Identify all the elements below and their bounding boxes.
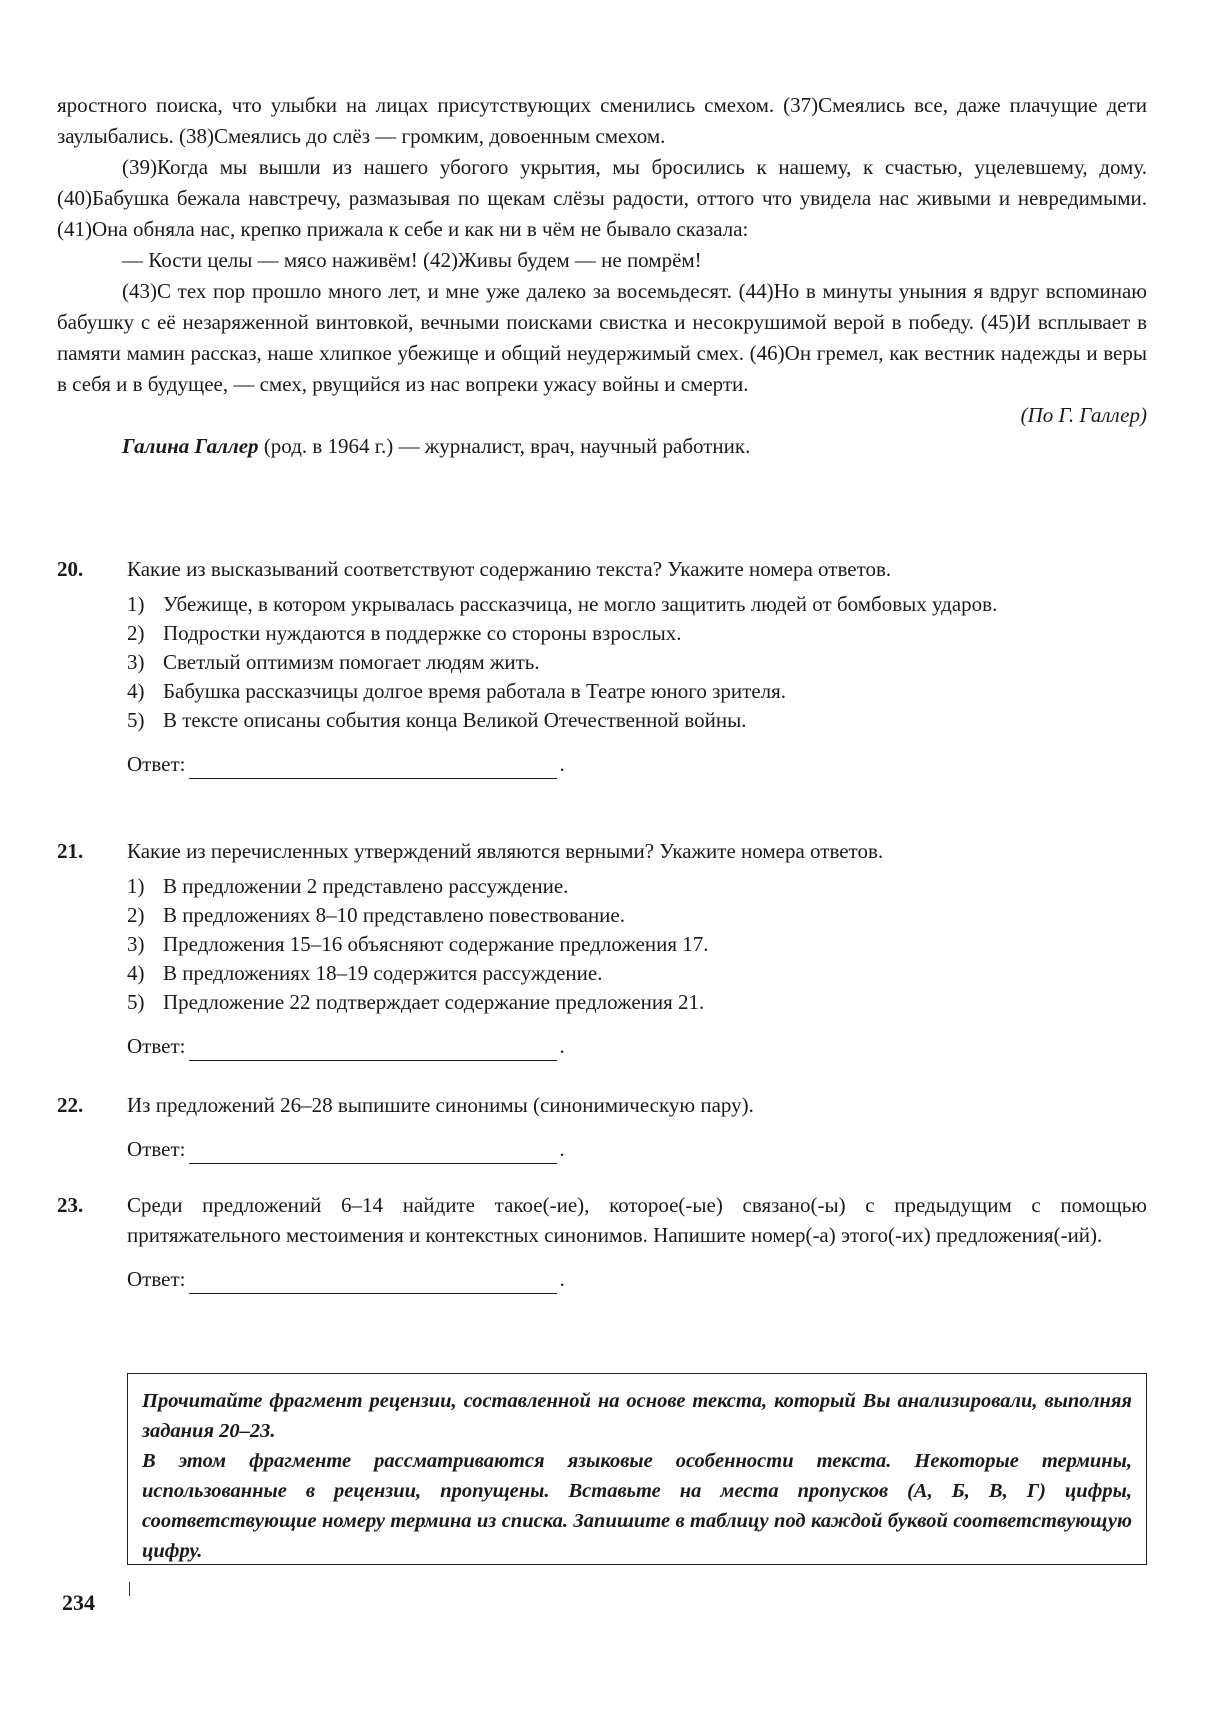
option-item <box>127 901 1147 930</box>
answer-field[interactable] <box>189 1143 557 1164</box>
option-number: 2) <box>127 621 145 645</box>
passage-paragraph-1: яростного поиска, что улыбки на лицах присутствующих сменились смехом. (37)Смеялись все, даже плачущие дети заулыбались. (38)Смеялись до слёз — громким, довоенным смехом. <box>57 93 1147 148</box>
option-number: 1) <box>127 592 145 616</box>
answer-dot: . <box>559 752 565 776</box>
option-item <box>127 930 1147 959</box>
task-number: 20. <box>57 557 84 581</box>
answer-row <box>127 1264 1147 1294</box>
option-number: 5) <box>127 708 145 732</box>
task-23 <box>57 1190 1147 1294</box>
margin-mark <box>129 1582 130 1596</box>
author-note <box>57 431 1147 462</box>
author-info: (род. в 1964 г.) — журналист, врач, научный работник. <box>258 434 751 458</box>
options-list <box>127 590 1147 735</box>
option-item <box>127 706 1147 735</box>
option-text: Светлый оптимизм помогает людям жить. <box>163 650 540 674</box>
option-item <box>127 988 1147 1017</box>
answer-field[interactable] <box>189 1273 557 1294</box>
option-text: В тексте описаны события конца Великой Отечественной войны. <box>163 708 747 732</box>
instruction-line-2: В этом фрагменте рассматриваются языковые особенности текста. Некоторые термины, использованные в рецензии, пропущены. Вставьте на места пропусков (А, Б, В, Г) цифры, соответствующие номеру термина из списка. Запишите в таблицу под каждой буквой соответствующую цифру. <box>142 1450 1132 1562</box>
task-number: 22. <box>57 1093 84 1117</box>
task-22 <box>57 1090 1147 1164</box>
answer-row <box>127 749 1147 779</box>
option-number: 5) <box>127 990 145 1014</box>
answer-dot: . <box>559 1267 565 1291</box>
page-number: 234 <box>62 1590 95 1615</box>
instruction-box <box>127 1373 1147 1565</box>
options-list <box>127 872 1147 1017</box>
option-number: 4) <box>127 679 145 703</box>
option-text: Предложения 15–16 объясняют содержание предложения 17. <box>163 932 709 956</box>
answer-label: Ответ: <box>127 1137 186 1161</box>
author-name: Галина Галлер <box>122 434 259 458</box>
answer-label: Ответ: <box>127 752 186 776</box>
task-question: Из предложений 26–28 выпишите синонимы (синонимическую пару). <box>127 1093 754 1117</box>
answer-label: Ответ: <box>127 1267 186 1291</box>
option-text: Убежище, в котором укрывалась рассказчица, не могло защитить людей от бомбовых ударов. <box>163 592 998 616</box>
task-21 <box>57 836 1147 1061</box>
answer-row <box>127 1134 1147 1164</box>
task-question: Какие из перечисленных утверждений являются верными? Укажите номера ответов. <box>127 839 884 863</box>
option-item <box>127 959 1147 988</box>
instruction-line-1: Прочитайте фрагмент рецензии, составленной на основе текста, который Вы анализировали, выполняя задания 20–23. <box>142 1390 1132 1442</box>
passage-paragraph-2: (39)Когда мы вышли из нашего убогого укрытия, мы бросились к нашему, к счастью, уцелевшему, дому. (40)Бабушка бежала навстречу, размазывая по щекам слёзы радости, оттого что увидела нас живыми и невредимыми. (41)Она обняла нас, крепко прижала к себе и как ни в чём не бывало сказала: <box>57 155 1147 241</box>
task-number: 21. <box>57 839 84 863</box>
option-text: В предложениях 8–10 представлено повествование. <box>163 903 625 927</box>
passage-paragraph-3: — Кости целы — мясо наживём! (42)Живы будем — не помрём! <box>122 248 702 272</box>
answer-dot: . <box>559 1137 565 1161</box>
option-text: В предложении 2 представлено рассуждение. <box>163 874 569 898</box>
task-question: Среди предложений 6–14 найдите такое(-ие), которое(-ые) связано(-ы) с предыдущим с помощью притяжательного местоимения и контекстных синонимов. Напишите номер(-а) этого(-их) предложения(-ий). <box>127 1193 1147 1247</box>
option-text: В предложениях 18–19 содержится рассуждение. <box>163 961 603 985</box>
option-number: 3) <box>127 932 145 956</box>
option-item <box>127 872 1147 901</box>
answer-field[interactable] <box>189 1040 557 1061</box>
answer-row <box>127 1031 1147 1061</box>
option-text: Подростки нуждаются в поддержке со стороны взрослых. <box>163 621 682 645</box>
task-20 <box>57 554 1147 779</box>
answer-dot: . <box>559 1034 565 1058</box>
reading-passage <box>57 90 1147 462</box>
option-number: 2) <box>127 903 145 927</box>
option-text: Предложение 22 подтверждает содержание предложения 21. <box>163 990 705 1014</box>
task-question: Какие из высказываний соответствуют содержанию текста? Укажите номера ответов. <box>127 557 892 581</box>
passage-paragraph-4: (43)С тех пор прошло много лет, и мне уже далеко за восемьдесят. (44)Но в минуты уныния я вдруг вспоминаю бабушку с её незаряженной винтовкой, вечными поисками свистка и несокрушимой верой в победу. (45)И всплывает в памяти мамин рассказ, наше хлипкое убежище и общий неудержимый смех. (46)Он гремел, как вестник надежды и веры в себя и в будущее, — смех, рвущийся из нас вопреки ужасу войны и смерти. <box>57 279 1147 396</box>
option-item <box>127 619 1147 648</box>
option-text: Бабушка рассказчицы долгое время работала в Театре юного зрителя. <box>163 679 787 703</box>
task-number: 23. <box>57 1193 84 1217</box>
option-item <box>127 648 1147 677</box>
passage-attribution: (По Г. Галлер) <box>1020 403 1147 427</box>
option-number: 3) <box>127 650 145 674</box>
answer-field[interactable] <box>189 758 557 779</box>
option-number: 1) <box>127 874 145 898</box>
option-item <box>127 590 1147 619</box>
answer-label: Ответ: <box>127 1034 186 1058</box>
option-number: 4) <box>127 961 145 985</box>
option-item <box>127 677 1147 706</box>
